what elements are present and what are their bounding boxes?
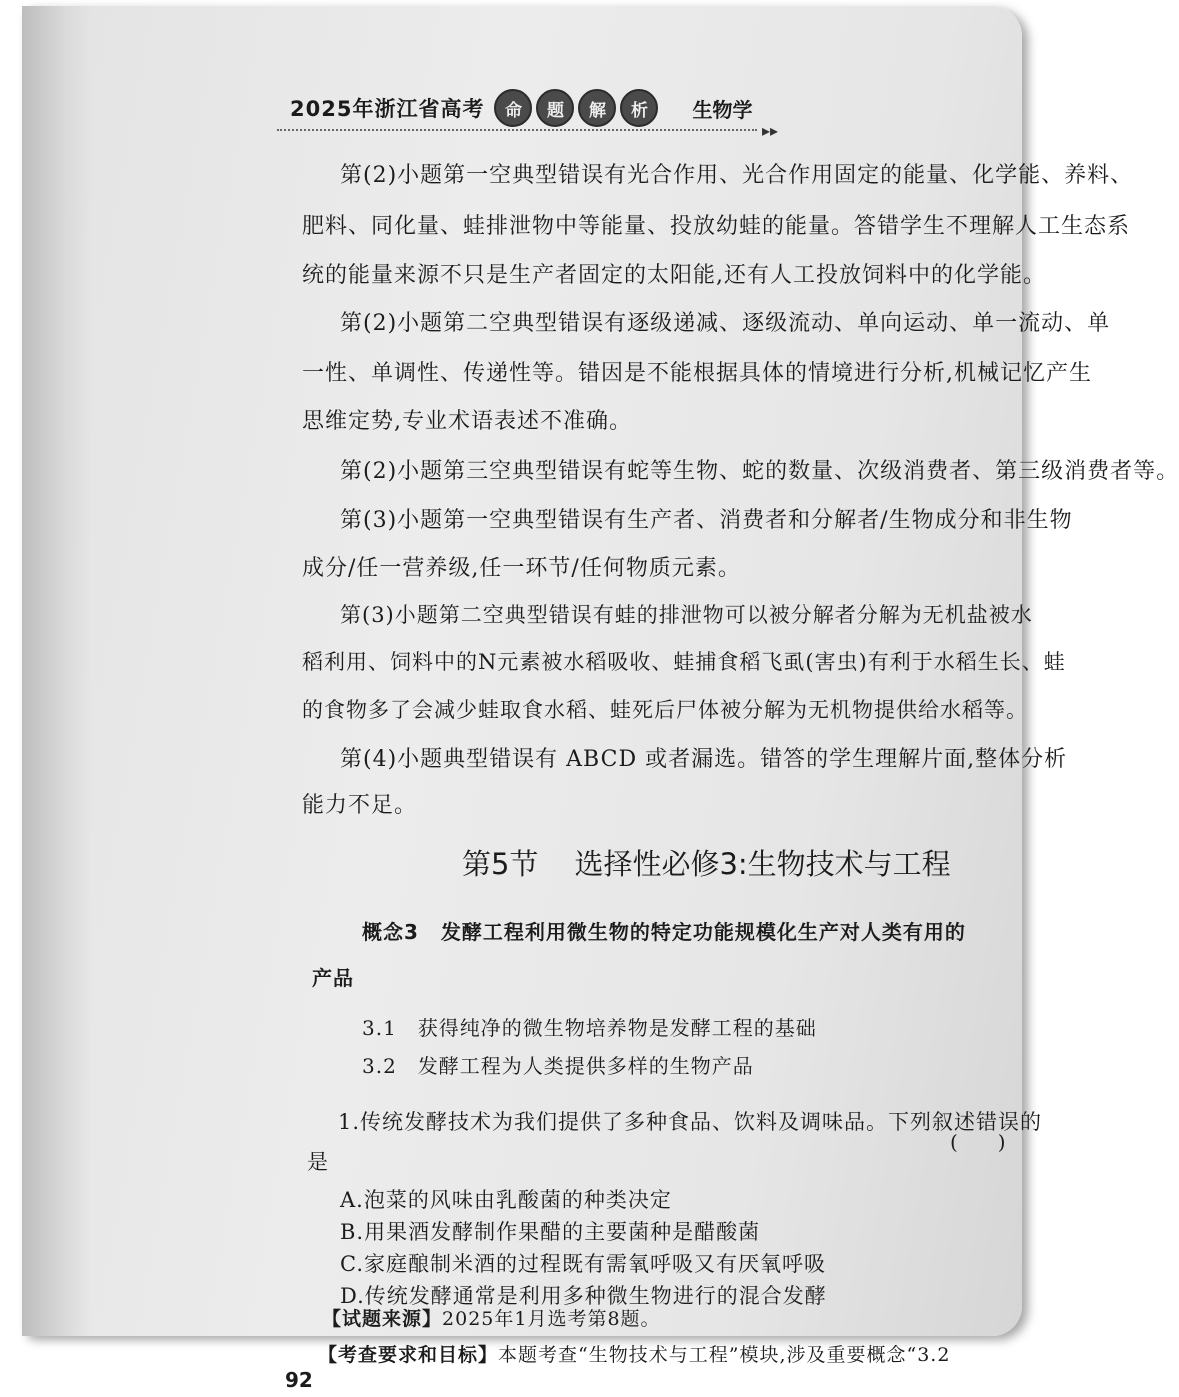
concept-heading <box>362 916 966 945</box>
analysis-line: 思维定势,专业术语表述不准确。 <box>302 409 632 434</box>
analysis-line: 第(2)小题第一空典型错误有光合作用、光合作用固定的能量、化学能、养料、 <box>340 163 1134 188</box>
analysis-line: 第(2)小题第二空典型错误有逐级递减、逐级流动、单向运动、单一流动、单 <box>340 311 1111 336</box>
header-subject: 生物学 <box>692 97 753 122</box>
option-c: C.家庭酿制米酒的过程既有需氧呼吸又有厌氧呼吸 <box>340 1252 826 1276</box>
analysis-line: 第(3)小题第二空典型错误有蛙的排泄物可以被分解者分解为无机盐被水 <box>340 603 1033 627</box>
section-number: 第5节 <box>462 847 539 881</box>
option-b: B.用果酒发酵制作果醋的主要菌种是醋酸菌 <box>340 1220 761 1244</box>
header-divider <box>277 129 757 131</box>
page-number: 92 <box>285 1368 313 1392</box>
question-goal <box>318 1340 950 1367</box>
concept-sub-item: 3.1 获得纯净的微生物培养物是发酵工程的基础 <box>362 1016 817 1040</box>
header-badges <box>494 89 662 127</box>
header-badge: 析 <box>620 89 658 127</box>
analysis-line: 成分/任一营养级,任一环节/任何物质元素。 <box>302 556 741 581</box>
analysis-line: 第(2)小题第三空典型错误有蛇等生物、蛇的数量、次级消费者、第三级消费者等。 <box>340 459 1179 484</box>
analysis-line: 能力不足。 <box>302 793 418 818</box>
header-badge: 解 <box>578 89 616 127</box>
running-header <box>290 88 752 128</box>
analysis-line: 肥料、同化量、蛙排泄物中等能量、投放幼蛙的能量。答错学生不理解人工生态系 <box>302 214 1131 239</box>
analysis-line: 一性、单调性、传递性等。错因是不能根据具体的情境进行分析,机械记忆产生 <box>302 361 1092 386</box>
question-stem-cont: 是 <box>307 1150 329 1174</box>
book-page <box>22 6 1179 1336</box>
analysis-line: 第(3)小题第一空典型错误有生产者、消费者和分解者/生物成分和非生物 <box>340 508 1073 533</box>
question-stem: 1.传统发酵技术为我们提供了多种食品、饮料及调味品。下列叙述错误的 <box>338 1110 1043 1134</box>
header-badge: 命 <box>494 89 532 127</box>
option-a: A.泡菜的风味由乳酸菌的种类决定 <box>340 1188 672 1212</box>
concept-text: 发酵工程利用微生物的特定功能规模化生产对人类有用的 <box>440 920 966 944</box>
section-name: 选择性必修3:生物技术与工程 <box>574 847 951 881</box>
concept-tag: 概念3 <box>362 920 419 944</box>
section-title <box>462 842 951 883</box>
analysis-line: 第(4)小题典型错误有 ABCD 或者漏选。错答的学生理解片面,整体分析 <box>340 747 1068 772</box>
analysis-line: 的食物多了会减少蛙取食水稻、蛙死后尸体被分解为无机物提供给水稻等。 <box>302 698 1028 722</box>
header-badge: 题 <box>536 89 574 127</box>
header-arrow-icon: ▸▸ <box>762 121 779 140</box>
answer-blank: ( ) <box>950 1130 1006 1154</box>
question-source <box>322 1304 661 1331</box>
header-title: 2025年浙江省高考 <box>290 97 485 121</box>
book-binding-shadow <box>22 6 92 1336</box>
source-text: 2025年1月选考第8题。 <box>442 1308 661 1330</box>
analysis-line: 统的能量来源不只是生产者固定的太阳能,还有人工投放饲料中的化学能。 <box>302 263 1046 288</box>
concept-sub-item: 3.2 发酵工程为人类提供多样的生物产品 <box>362 1054 754 1078</box>
analysis-line: 稻利用、饲料中的N元素被水稻吸收、蛙捕食稻飞虱(害虫)有利于水稻生长、蛙 <box>302 650 1066 674</box>
option-d: D.传统发酵通常是利用多种微生物进行的混合发酵 <box>340 1284 827 1308</box>
concept-text-cont: 产品 <box>312 966 354 990</box>
goal-text: 本题考查“生物技术与工程”模块,涉及重要概念“3.2 <box>498 1344 951 1366</box>
source-label: 【试题来源】 <box>322 1308 443 1330</box>
goal-label: 【考查要求和目标】 <box>318 1344 499 1366</box>
